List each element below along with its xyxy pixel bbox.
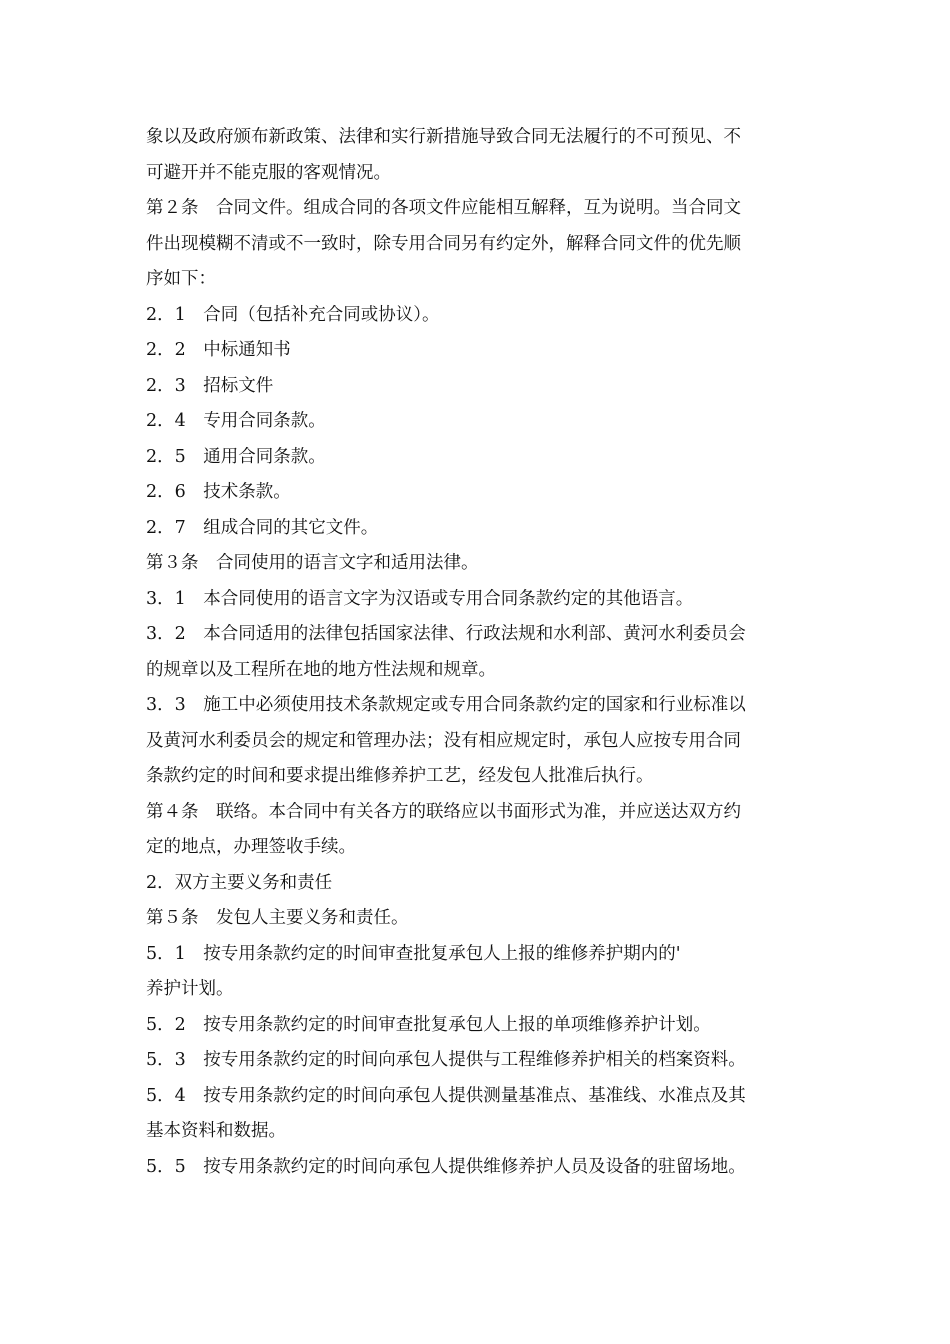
clause-heading: 第３条 合同使用的语言文字和适用法律。 [146, 553, 479, 573]
list-item: 5．5 按专用条款约定的时间向承包人提供维修养护人员及设备的驻留场地。 [146, 1156, 746, 1177]
text-line: 件出现模糊不清或不一致时，除专用合同另有约定外，解释合同文件的优先顺 [146, 233, 741, 254]
clause-heading: 第５条 发包人主要义务和责任。 [146, 908, 409, 928]
text-line: 象以及政府颁布新政策、法律和实行新措施导致合同无法履行的不可预见、不 [146, 127, 741, 147]
text-line: 条款约定的时间和要求提出维修养护工艺，经发包人批准后执行。 [146, 766, 654, 786]
document-body [146, 120, 811, 1185]
text-line: 序如下： [146, 269, 216, 289]
list-item: 5．2 按专用条款约定的时间审查批复承包人上报的单项维修养护计划。 [146, 1014, 711, 1035]
text-line: 基本资料和数据。 [146, 1121, 286, 1141]
list-item: 2．2 中标通知书 [146, 340, 291, 360]
list-item: 2．7 组成合同的其它文件。 [146, 517, 379, 538]
list-item: 2．1 合同（包括补充合同或协议）。 [146, 304, 440, 325]
list-item: 5．4 按专用条款约定的时间向承包人提供测量基准点、基准线、水准点及其 [146, 1085, 746, 1106]
section-heading: 2．双方主要义务和责任 [146, 872, 333, 893]
list-item: 5．3 按专用条款约定的时间向承包人提供与工程维修养护相关的档案资料。 [146, 1050, 746, 1070]
list-item: 3．1 本合同使用的语言文字为汉语或专用合同条款约定的其他语言。 [146, 588, 694, 609]
list-item: 2．4 专用合同条款。 [146, 411, 326, 431]
list-item: 3．2 本合同适用的法律包括国家法律、行政法规和水利部、黄河水利委员会 [146, 624, 746, 644]
list-item: 5．1 按专用条款约定的时间审查批复承包人上报的维修养护期内的' [146, 943, 681, 964]
clause-heading: 第２条 合同文件。组成合同的各项文件应能相互解释，互为说明。当合同文 [146, 198, 741, 218]
clause-heading: 第４条 联络。本合同中有关各方的联络应以书面形式为准，并应送达双方约 [146, 801, 741, 822]
text-line: 的规章以及工程所在地的地方性法规和规章。 [146, 659, 496, 680]
list-item: 3．3 施工中必须使用技术条款规定或专用合同条款约定的国家和行业标准以 [146, 695, 746, 715]
text-line: 定的地点，办理签收手续。 [146, 837, 356, 857]
text-line: 可避开并不能克服的客观情况。 [146, 162, 391, 183]
text-line: 及黄河水利委员会的规定和管理办法；没有相应规定时，承包人应按专用合同 [146, 730, 741, 751]
list-item: 2．6 技术条款。 [146, 482, 291, 502]
text-line: 养护计划。 [146, 979, 234, 999]
list-item: 2．3 招标文件 [146, 375, 274, 396]
list-item: 2．5 通用合同条款。 [146, 446, 326, 467]
